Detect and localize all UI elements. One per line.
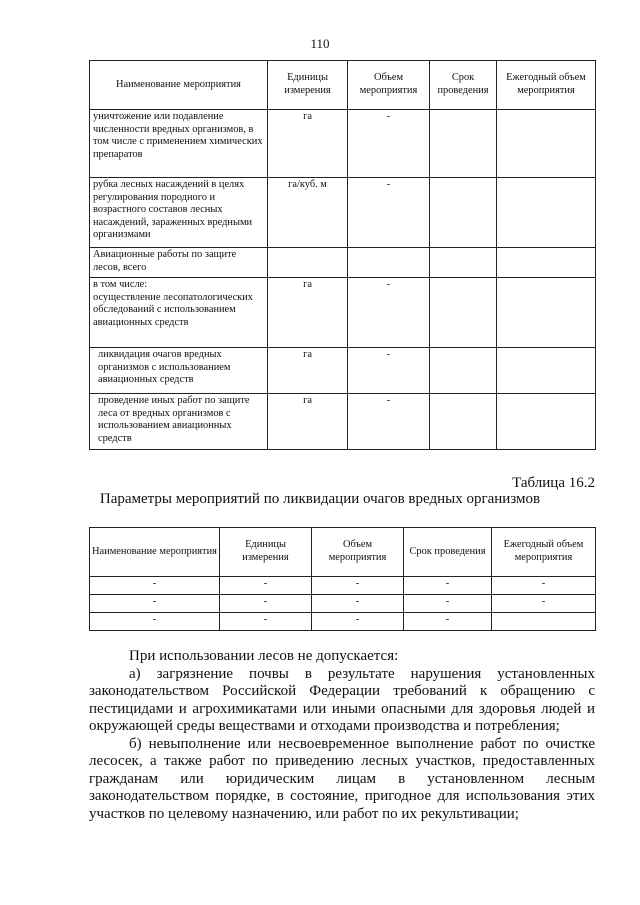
- table-row: [90, 178, 596, 248]
- outbreak-table: [89, 527, 596, 631]
- cell-units: -: [220, 577, 312, 595]
- paragraph: При использовании лесов не допускается:: [129, 648, 399, 664]
- cell-annual: -: [492, 595, 596, 613]
- cell-name: проведение иных работ по защите леса от вредных организмов с использованием авиационных средств: [90, 394, 268, 450]
- cell-volume: -: [312, 613, 404, 631]
- cell-term: [430, 278, 497, 348]
- table-row: [90, 613, 596, 631]
- cell-units: га: [268, 110, 348, 178]
- cell-volume: [348, 248, 430, 278]
- cell-units: га: [268, 394, 348, 450]
- cell-volume: -: [348, 110, 430, 178]
- header-volume: Объем мероприятия: [312, 528, 404, 577]
- cell-term: -: [404, 595, 492, 613]
- cell-name: -: [90, 595, 220, 613]
- cell-name: уничтожение или подавление численности вредных организмов, в том числе с применением химических препаратов: [90, 110, 268, 178]
- header-term: Срок проведения: [404, 528, 492, 577]
- cell-term: [430, 178, 497, 248]
- table-title: Параметры мероприятий по ликвидации очагов вредных организмов: [99, 491, 541, 507]
- table-row: [90, 278, 596, 348]
- cell-term: [430, 348, 497, 394]
- cell-annual: [497, 248, 596, 278]
- header-name: Наименование мероприятия: [90, 61, 268, 110]
- header-units: Единицы измерения: [268, 61, 348, 110]
- header-annual-volume: Ежегодный объем мероприятия: [492, 528, 596, 577]
- cell-units: га/куб. м: [268, 178, 348, 248]
- cell-annual: [492, 613, 596, 631]
- header-volume: Объем мероприятия: [348, 61, 430, 110]
- cell-volume: -: [348, 278, 430, 348]
- table-header-row: [90, 528, 596, 577]
- cell-name: ликвидация очагов вредных организмов с использованием авиационных средств: [90, 348, 268, 394]
- cell-name: -: [90, 613, 220, 631]
- cell-units: га: [268, 348, 348, 394]
- header-term: Срок проведения: [430, 61, 497, 110]
- cell-term: [430, 394, 497, 450]
- cell-annual: -: [492, 577, 596, 595]
- header-annual-volume: Ежегодный объем мероприятия: [497, 61, 596, 110]
- cell-term: [430, 110, 497, 178]
- cell-volume: -: [348, 348, 430, 394]
- table-header-row: [90, 61, 596, 110]
- cell-term: [430, 248, 497, 278]
- cell-annual: [497, 110, 596, 178]
- cell-units: [268, 248, 348, 278]
- cell-units: -: [220, 613, 312, 631]
- table-row: [90, 110, 596, 178]
- cell-name: рубка лесных насаждений в целях регулирования породного и возрастного составов лесных насаждений, зараженных вредными организмами: [90, 178, 268, 248]
- header-name: Наименование мероприятия: [90, 528, 220, 577]
- cell-term: -: [404, 613, 492, 631]
- page-number: 110: [310, 36, 330, 51]
- table-row: [90, 577, 596, 595]
- header-units: Единицы измерения: [220, 528, 312, 577]
- table-row: [90, 394, 596, 450]
- cell-volume: -: [312, 577, 404, 595]
- cell-volume: -: [348, 394, 430, 450]
- table-row: [90, 248, 596, 278]
- cell-name: Авиационные работы по защите лесов, всего: [90, 248, 268, 278]
- table-row: [90, 348, 596, 394]
- cell-name: -: [90, 577, 220, 595]
- paragraph: б) невыполнение или несвоевременное выполнение работ по очистке лесосек, а также работ по приведению лесных участков, предоставленных гражданам или юридическим лицам в установленном лесным законодательством порядке, в состояние, пригодное для использования этих участков по целевому назначению, или работ по их рекультивации;: [89, 735, 595, 822]
- cell-name: в том числе: осуществление лесопатологических обследований с использованием авиационных средств: [90, 278, 268, 348]
- table-row: [90, 595, 596, 613]
- table-label: Таблица 16.2: [512, 475, 595, 491]
- measures-table: [89, 60, 596, 450]
- cell-annual: [497, 178, 596, 248]
- cell-term: -: [404, 577, 492, 595]
- cell-volume: -: [312, 595, 404, 613]
- cell-annual: [497, 278, 596, 348]
- cell-annual: [497, 348, 596, 394]
- cell-units: га: [268, 278, 348, 348]
- cell-volume: -: [348, 178, 430, 248]
- cell-annual: [497, 394, 596, 450]
- body-text: [89, 648, 595, 823]
- cell-units: -: [220, 595, 312, 613]
- paragraph: а) загрязнение почвы в результате нарушения установленных законодательством Российской Федерации требований к обращению с пестицидами и агрохимикатами или иными опасными для здоровья людей и окружающей среды веществами и отходами производства и потребления;: [89, 665, 595, 734]
